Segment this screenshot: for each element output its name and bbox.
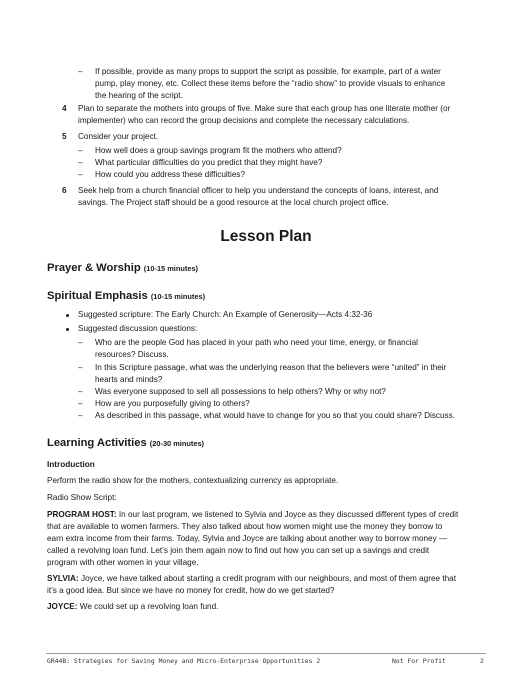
question-3: Was everyone supposed to sell all possessions to help others? Why or why not? [95,387,386,396]
dash-marker: – [78,387,83,396]
item-number-6: 6 [62,186,67,195]
prayer-duration: (10-15 minutes) [143,264,199,273]
sylvia-text-1: Joyce, we have talked about starting a credit program with our neighbours, and most of them agree that [78,574,456,583]
question-2-line-1: In this Scripture passage, what was the underlying reason that the believers were “united” in their [95,363,447,372]
item-number-4: 4 [62,104,67,113]
item6-line-1: Seek help from a church financial officer to help you understand the concepts of loans, interest, and [78,186,439,195]
host-line-5: program with other women in your village. [47,558,199,567]
dash-marker: – [78,170,83,179]
bullet-dot [66,314,69,317]
radio-script-label: Radio Show Script: [47,493,117,502]
dash-marker: – [78,399,83,408]
item5-sub-2: What particular difficulties do you predict that they might have? [95,158,323,167]
question-1-line-1: Who are the people God has placed in your path who need your time, energy, or financial [95,338,418,347]
item5-sub-3: How could you address these difficulties? [95,170,246,179]
spiritual-heading-text: Spiritual Emphasis [47,290,148,302]
scripture-bullet: Suggested scripture: The Early Church: An Example of Generosity—Acts 4:32-36 [78,310,373,319]
item3-sub-line-1: If possible, provide as many props to support the script as possible, for example, part of a water [95,67,441,76]
bullet-dot [66,328,69,331]
item5-sub-1: How well does a group savings program fit the mothers who attend? [95,146,342,155]
joyce-line [47,601,218,613]
lesson-plan-title: Lesson Plan [220,228,312,245]
spiritual-duration: (10-15 minutes) [150,292,206,301]
host-line-4: called a revolving loan fund. Let’s join them again now to find out how you can set up a savings and credit [47,546,430,555]
dash-marker: – [78,67,83,76]
question-4: How are you purposefully giving to others? [95,399,250,408]
footer-title: GR44B: Strategies for Saving Money and Micro-Enterprise Opportunities 2 [47,657,321,665]
sylvia-speaker: SYLVIA: [47,574,79,583]
dash-marker: – [78,338,83,347]
item3-sub-line-3: the hearing of the script. [95,91,183,100]
item6-line-2: savings. The Project staff should be a good resource at the local church project office. [78,198,389,207]
learning-duration: (20-30 minutes) [149,439,205,448]
questions-bullet: Suggested discussion questions: [78,324,198,333]
sylvia-line-2: it’s a good idea. But since we have no money for credit, how do we get started? [47,586,335,595]
question-2-line-2: hearts and minds? [95,375,163,384]
host-line-1 [47,509,458,521]
item4-line-2: implementer) who can record the group decisions and complete the necessary calculations. [78,116,410,125]
dash-marker: – [78,411,83,420]
item3-sub-line-2: pump, play money, etc. Collect these items before the “radio show” to provide visuals to enhance [95,79,446,88]
prayer-worship-heading [47,261,198,276]
joyce-speaker: JOYCE: [47,602,78,611]
host-speaker: PROGRAM HOST: [47,510,117,519]
item5-text: Consider your project. [78,132,159,141]
dash-marker: – [78,363,83,372]
learning-heading-text: Learning Activities [47,437,147,449]
footer-not-for-profit: Not For Profit [392,657,446,665]
joyce-text: We could set up a revolving loan fund. [77,602,219,611]
prayer-heading-text: Prayer & Worship [47,262,141,274]
question-1-line-2: resources? Discuss. [95,350,169,359]
footer-page-number: 2 [480,657,484,665]
item4-line-1: Plan to separate the mothers into groups of five. Make sure that each group has one literate mother (or [78,104,451,113]
learning-activities-heading [47,436,204,451]
question-5: As described in this passage, what would have to change for you so that you could share? Discuss. [95,411,456,420]
introduction-text: Perform the radio show for the mothers, contextualizing currency as appropriate. [47,476,339,485]
host-line-2: that are available to women farmers. They also talked about how women might use the money they borrow to [47,522,443,531]
sylvia-line-1 [47,573,456,585]
spiritual-emphasis-heading [47,289,205,304]
item-number-5: 5 [62,132,67,141]
footer-divider [46,653,486,654]
host-text-1: In our last program, we listened to Sylvia and Joyce as they discussed different types of credit [116,510,459,519]
dash-marker: – [78,158,83,167]
host-line-3: earn extra income from their farms. Today, Sylvia and Joyce are talking about another way to borrow money — [47,534,448,543]
dash-marker: – [78,146,83,155]
introduction-heading: Introduction [47,460,95,469]
